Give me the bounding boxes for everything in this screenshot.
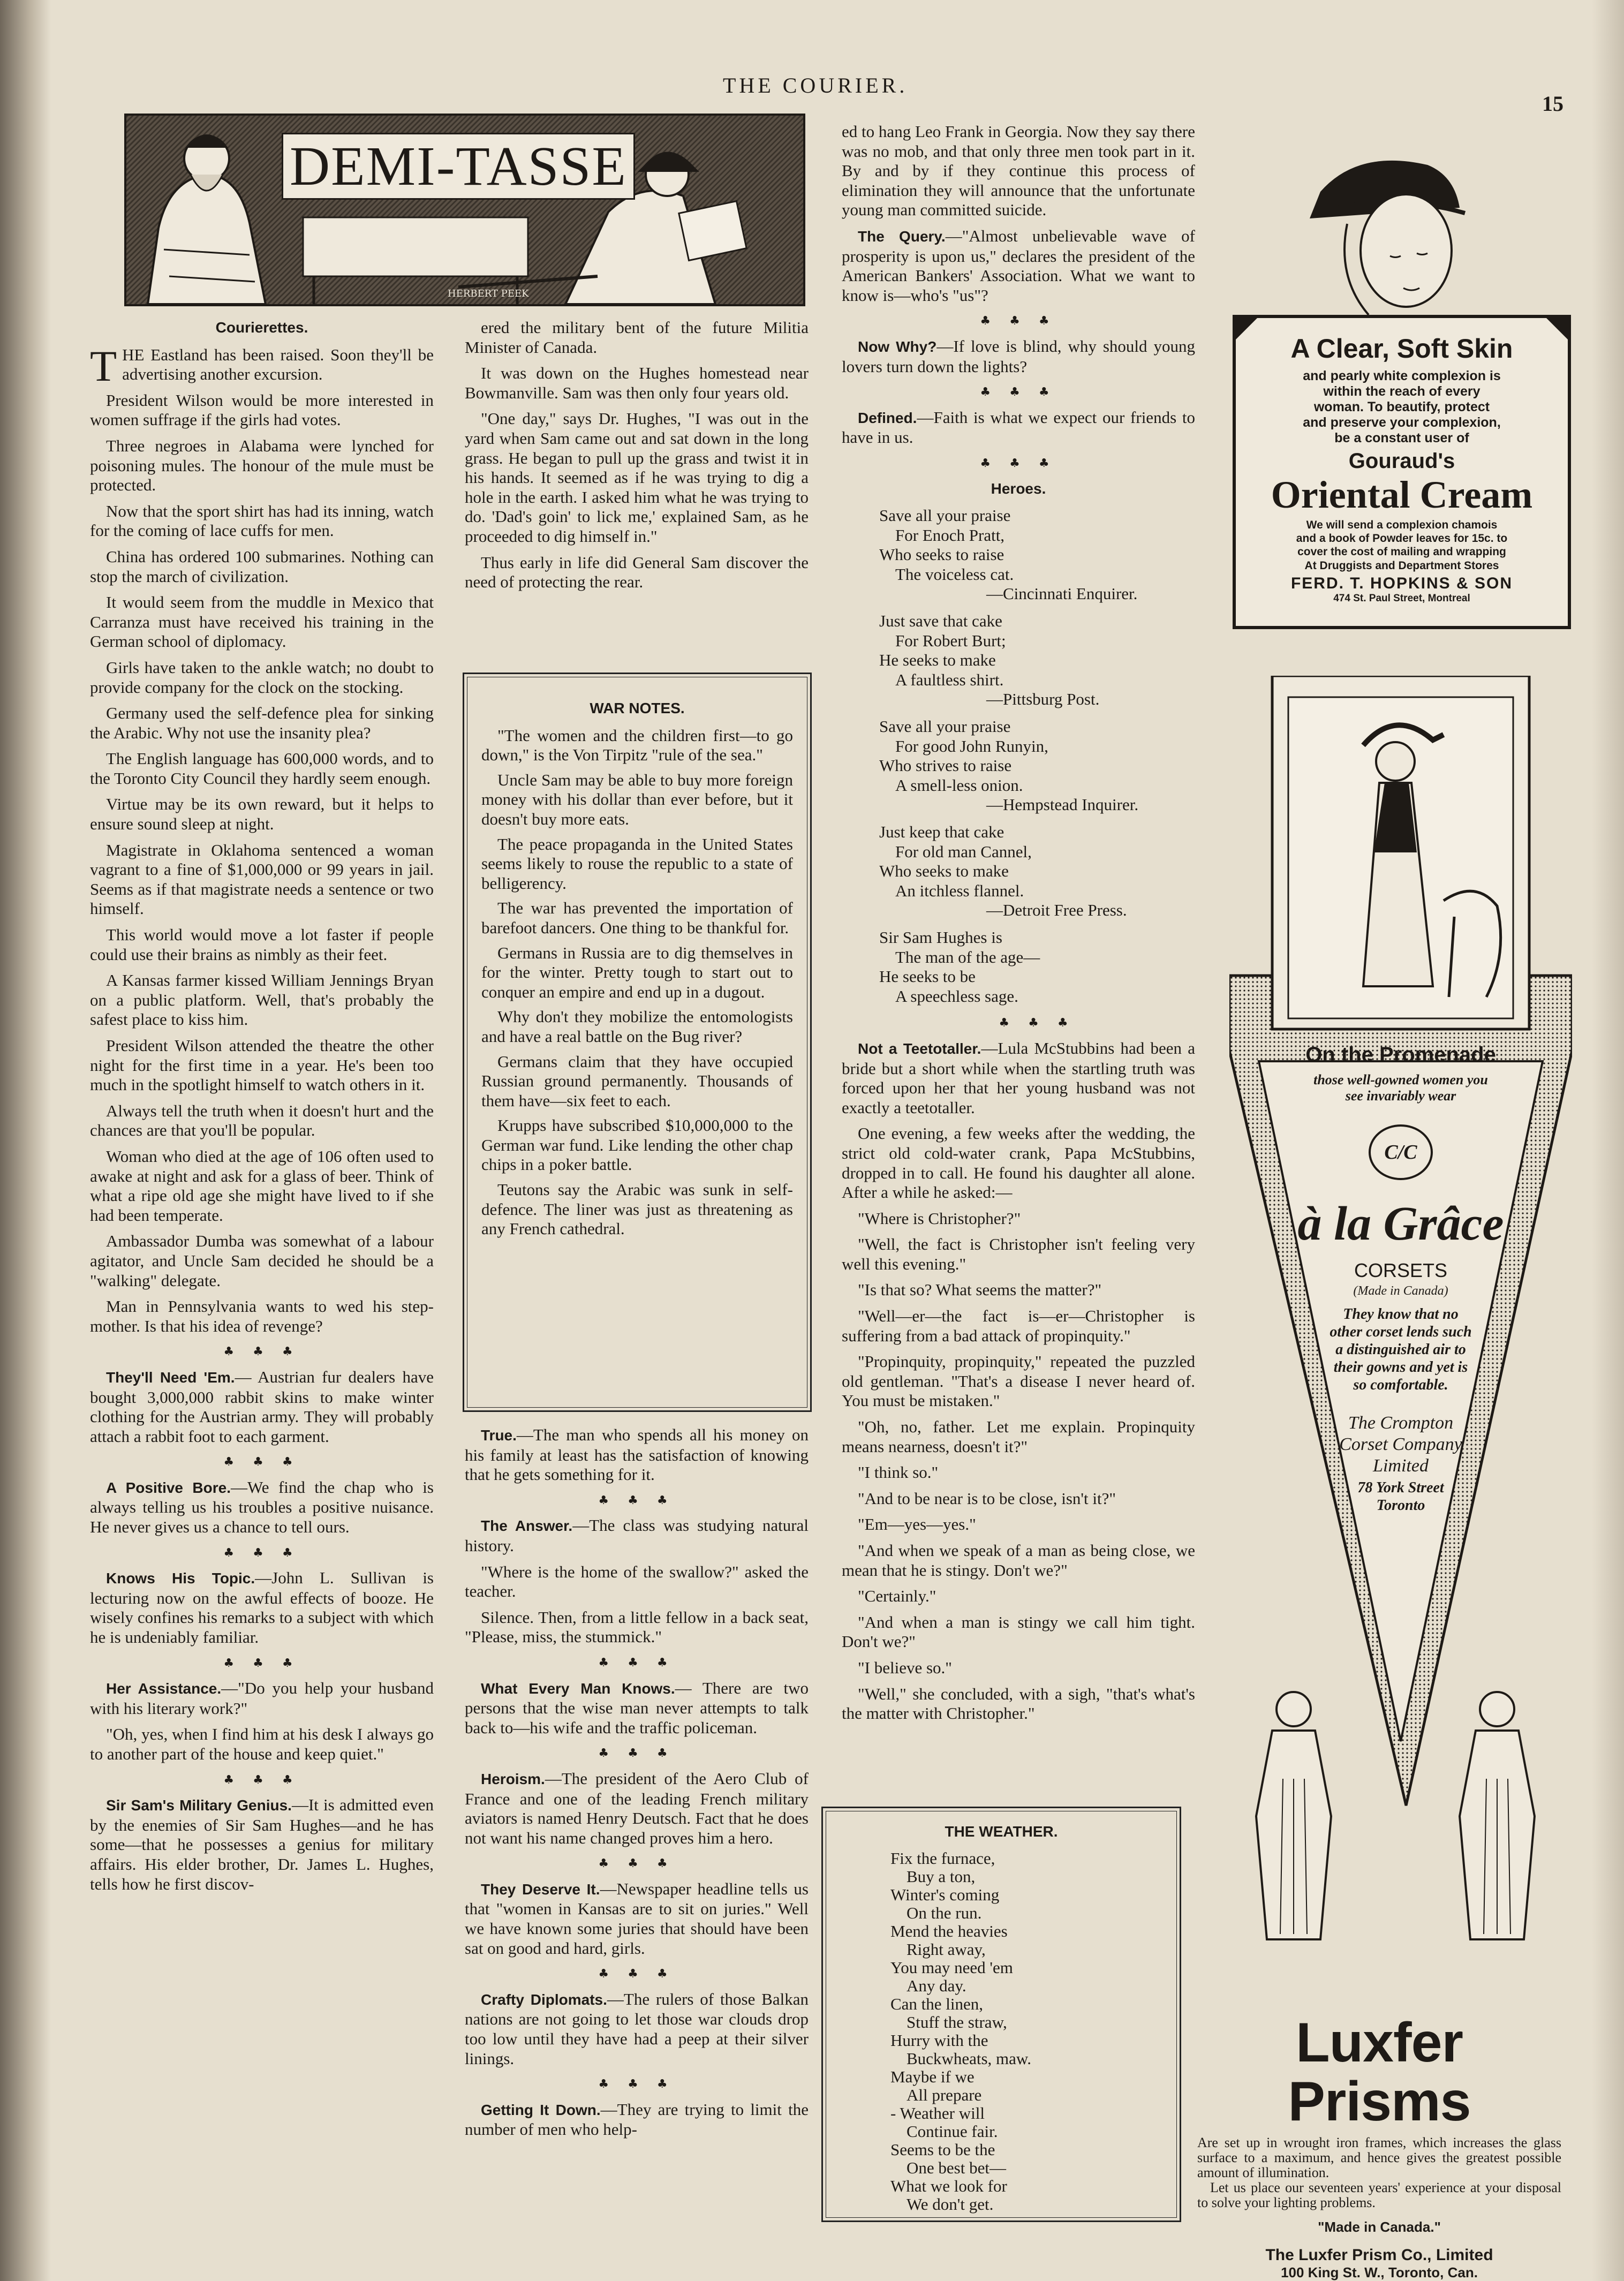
item-paragraph: [842, 1515, 1195, 1535]
item-text: —Faith is what we expect our friends to have in us.: [842, 407, 1195, 447]
item-paragraph: [842, 1280, 1195, 1300]
war-notes-title: WAR NOTES.: [590, 700, 685, 716]
paragraph: Ambassador Dumba was somewhat of a labour agitator, and Uncle Sam decided he should be a "walking" delegate.: [90, 1232, 434, 1290]
paragraph: A Kansas farmer kissed William Jennings Bryan on a public platform. Well, that's probably the safest place to kiss him.: [90, 971, 434, 1029]
item-title: A Positive Bore.: [106, 1479, 231, 1496]
item-paragraph: [90, 1368, 434, 1446]
poem-line: Can the linen,: [890, 1994, 984, 2013]
cream-stores: At Druggists and Department Stores: [1304, 560, 1499, 572]
item-text: —If love is blind, why should young lovers turn down the lights?: [842, 336, 1195, 376]
item-title: True.: [481, 1427, 517, 1444]
demi-tasse-banner: [124, 114, 805, 306]
paragraph: Krupps have subscribed $10,000,000 to the German war fund. Like lending the other chap chips in a poker battle.: [481, 1116, 793, 1174]
cream-offer: [1236, 518, 1568, 558]
text-line: be a constant user of: [1334, 430, 1469, 445]
section-ornament: ♣ ♣ ♣: [223, 1546, 300, 1560]
text-line: their gowns and yet is: [1333, 1359, 1468, 1376]
war-notes-paragraphs: [481, 726, 793, 1239]
section-ornament: ♣ ♣ ♣: [598, 1493, 675, 1507]
section-ornament: ♣ ♣ ♣: [980, 314, 1057, 328]
section-ornament: ♣ ♣ ♣: [223, 1455, 300, 1469]
item-paragraph: [90, 1725, 434, 1764]
paragraph: Now that the sport shirt has had its inning, watch for the coming of lace cuffs for men.: [90, 501, 434, 540]
heroes-title: Heroes.: [991, 480, 1046, 497]
item-paragraph: [842, 1685, 1195, 1724]
item-title: Defined.: [858, 409, 917, 426]
poem-line: Stuff the straw,: [907, 2012, 1007, 2031]
poem-line: For Robert Burt;: [895, 631, 1006, 650]
item-text: Silence. Then, from a little fellow in a back seat, "Please, miss, the stummick.": [465, 1607, 809, 1646]
column-courierettes: [90, 318, 434, 1900]
paragraph: It was down on the Hughes homestead near Bowmanville. Sam was then only four years old.: [465, 364, 809, 402]
item-text: "Where is Christopher?": [858, 1209, 1021, 1228]
item-paragraph: [90, 1478, 434, 1537]
item-paragraph: [842, 408, 1195, 448]
item-paragraph: [465, 1608, 809, 1647]
item-text: —The class was studying natural history.: [465, 1516, 809, 1555]
item-text: "Em—yes—yes.": [858, 1515, 976, 1534]
poem-line: For Enoch Pratt,: [895, 525, 1005, 545]
item-text: —"Almost unbelievable wave of prosperity is upon us," declares the president of the American Bankers' Association. What we want to know is—who's "us"?: [842, 226, 1195, 305]
luxfer-prisms-ad: [1197, 2012, 1561, 2280]
section-ornament: ♣ ♣ ♣: [999, 1016, 1076, 1030]
item-text: "And to be near is to be close, isn't it?": [858, 1489, 1116, 1508]
item-text: —The president of the Aero Club of France and one of the leading French military aviators is named Henry Deutsch. Fact that he does not want his name changed proves him a hero.: [465, 1769, 809, 1847]
paragraph: The English language has 600,000 words, and to the Toronto City Council they hardly seem enough.: [90, 749, 434, 788]
item-title: What Every Man Knows.: [481, 1680, 675, 1697]
item-text: —The man who spends all his money on his family at least has the satisfaction of knowing that he gets something for it.: [465, 1425, 809, 1484]
weather-box: [821, 1807, 1181, 2222]
poem-line: Who seeks to make: [879, 862, 1009, 881]
paragraph: Girls have taken to the ankle watch; no doubt to provide company for the clock on the stocking.: [90, 658, 434, 697]
poem-line: What we look for: [890, 2176, 1007, 2195]
text-line: woman. To beautify, protect: [1313, 399, 1490, 414]
heroes-stanza: [879, 717, 1195, 815]
text-line: and a book of Powder leaves for 15c. to: [1296, 532, 1508, 545]
item-text: —We find the chap who is always telling us his troubles a positive nuisance. He never gives us a chance to tell ours.: [90, 1477, 434, 1537]
poem-line: The voiceless cat.: [895, 564, 1014, 584]
column-three-items: [842, 226, 1195, 474]
woman-portrait-illustration: [1229, 143, 1572, 326]
paragraph: "One day," says Dr. Hughes, "I was out in the yard when Sam came out and sat down in the long grass. He began to pull up the grass and twist it in his hands. It seemed as if he was trying to dig a hole in the earth. I asked him what he was trying to do. 'Dad's goin' to lick me,' explained Sam, as he proceeded to dig himself in.": [465, 409, 809, 546]
courierettes-heading: Courierettes.: [215, 319, 308, 336]
corset-made-in-canada: (Made in Canada): [1353, 1284, 1448, 1298]
section-ornament: ♣ ♣ ♣: [980, 386, 1057, 399]
item-text: "Where is the home of the swallow?" asked the teacher.: [465, 1562, 809, 1601]
corset-company: [1288, 1413, 1513, 1477]
poem-line: For old man Cannel,: [895, 842, 1032, 861]
column-two-item-list: [465, 1425, 809, 2140]
item-text: "I think so.": [858, 1463, 939, 1482]
courierettes-items: [90, 1342, 434, 1894]
heroes-stanza: [879, 928, 1195, 1006]
paragraph: Why don't they mobilize the entomologists and have a real battle on the Bug river?: [481, 1007, 793, 1046]
item-text: "Is that so? What seems the matter?": [858, 1280, 1102, 1300]
item-text: — There are two persons that the wise man never attempts to talk back to—his wife and the traffic policeman.: [465, 1678, 809, 1737]
item-paragraph: [842, 1658, 1195, 1678]
poem-line: Who strives to raise: [879, 756, 1012, 775]
heroes-stanza: [879, 822, 1195, 920]
luxfer-made-in-canada: "Made in Canada.": [1318, 2219, 1441, 2235]
poem-line: Hurry with the: [890, 2030, 988, 2050]
banner-title: DEMI-TASSE: [282, 133, 635, 200]
poem-line: Buy a ton,: [907, 1867, 976, 1886]
paragraph: President Wilson attended the theatre the other night for the first time in a year. He's been too much in the spotlight himself to watch others in it.: [90, 1036, 434, 1094]
poem-attribution: —Cincinnati Enquirer.: [986, 584, 1138, 603]
item-paragraph: [465, 1769, 809, 1848]
paragraph: ered the military bent of the future Militia Minister of Canada.: [465, 318, 809, 357]
item-paragraph: [465, 1879, 809, 1958]
corset-monogram: C/C: [1384, 1141, 1417, 1164]
item-text: "And when we speak of a man as being close, we mean that he is stingy. Don't we?": [842, 1541, 1195, 1580]
text-line: We will send a complexion chamois: [1306, 519, 1498, 531]
poem-line: On the run.: [907, 1903, 982, 1922]
poem-line: One best bet—: [907, 2158, 1006, 2177]
item-paragraph: [465, 1990, 809, 2068]
paragraph: China has ordered 100 submarines. Nothing can stop the march of civilization.: [90, 547, 434, 586]
poem-line: A speechless sage.: [895, 986, 1018, 1006]
poem-line: Any day.: [907, 1976, 966, 1995]
poem-line: Fix the furnace,: [890, 1848, 995, 1868]
item-paragraph: [842, 1039, 1195, 1117]
paragraph: Man in Pennsylvania wants to wed his step-mother. Is that his idea of revenge?: [90, 1297, 434, 1335]
item-paragraph: [465, 1679, 809, 1738]
item-text: —Newspaper headline tells us that "women in Kansas are to sit on juries." Well we have known some juries that should have been sat on good and hard, girls.: [465, 1879, 809, 1958]
section-ornament: ♣ ♣ ♣: [598, 1857, 675, 1871]
paragraph: The war has prevented the importation of barefoot dancers. One thing to be thankful for.: [481, 898, 793, 937]
text-line: see invariably wear: [1345, 1088, 1456, 1104]
poem-line: Right away,: [907, 1939, 986, 1959]
paragraph: "The women and the children first—to go down," is the Von Tirpitz "rule of the sea.": [481, 726, 793, 765]
poem-line: Just keep that cake: [879, 822, 1004, 841]
item-text: One evening, a few weeks after the wedding, the strict old cold-water crank, Papa McStubbins, dropped in to call. He found his daughter all alone. After a while he asked:—: [842, 1124, 1195, 1202]
text-line: Limited: [1373, 1456, 1429, 1476]
item-paragraph: [465, 1562, 809, 1602]
poem-line: Just save that cake: [879, 611, 1002, 631]
heroes-stanza: [879, 611, 1195, 709]
section-ornament: ♣ ♣ ♣: [598, 1747, 675, 1761]
paragraph: Always tell the truth when it doesn't hurt and the chances are that you'll be popular.: [90, 1101, 434, 1140]
item-paragraph: [842, 337, 1195, 376]
poem-attribution: —Pittsburg Post.: [986, 690, 1100, 709]
section-ornament: ♣ ♣ ♣: [598, 1656, 675, 1670]
item-paragraph: [842, 1352, 1195, 1411]
paragraph: Virtue may be its own reward, but it helps to ensure sound sleep at night.: [90, 795, 434, 834]
item-title: Now Why?: [858, 338, 937, 355]
text-line: other corset lends such: [1330, 1324, 1472, 1340]
item-text: —Lula McStubbins had been a bride but a short while when the startling truth was forced upon her that her young husband was not exactly a teetotaller.: [842, 1038, 1195, 1117]
luxfer-body: Are set up in wrought iron frames, which increases the glass surface to a maximum, and hence gives the greatest possible amount of illumination.: [1197, 2135, 1561, 2180]
item-paragraph: [90, 1795, 434, 1894]
item-paragraph: [842, 1417, 1195, 1456]
item-text: —John L. Sullivan is lecturing now on the awful effects of booze. He wisely confines his remarks to a subject with which he is undeniably familiar.: [90, 1568, 434, 1647]
text-line: those well-gowned women you: [1313, 1072, 1488, 1087]
weather-poem: [842, 1849, 1160, 2214]
item-paragraph: [842, 1489, 1195, 1509]
item-text: "Well—er—the fact is—er—Christopher is suffering from a bad attack of propinquity.": [842, 1306, 1195, 1345]
poem-line: - Weather will: [890, 2103, 985, 2123]
poem-line: Maybe if we: [890, 2067, 975, 2086]
drop-cap: T: [90, 341, 117, 390]
text-line: a distinguished air to: [1335, 1341, 1466, 1358]
poem-line: He seeks to make: [879, 651, 996, 670]
item-paragraph: [842, 1235, 1195, 1274]
cream-brand-line1: Gouraud's: [1348, 449, 1455, 473]
luxfer-body-2: Let us place our seventeen years' experience at your disposal to solve your lighting problems.: [1197, 2180, 1561, 2210]
poem-line: Buckwheats, maw.: [907, 2049, 1032, 2068]
paragraph: Uncle Sam may be able to buy more foreign money with his dollar than ever before, but it doesn't buy more eats.: [481, 770, 793, 828]
item-title: The Answer.: [481, 1517, 573, 1535]
paragraph: Magistrate in Oklahoma sentenced a woman vagrant to a fine of $1,000,000 or 99 years in jail. Seems as if that magistrate needs a sentence or two himself.: [90, 840, 434, 918]
item-text: "Well," she concluded, with a sigh, "that's what's the matter with Christopher.": [842, 1684, 1195, 1723]
corset-body: [1288, 1305, 1513, 1394]
column-two-items: [465, 1425, 809, 2146]
poem-line: Continue fair.: [907, 2121, 998, 2141]
text-line: so comfortable.: [1353, 1377, 1448, 1393]
text-line: within the reach of every: [1323, 384, 1481, 399]
cream-address: 474 St. Paul Street, Montreal: [1333, 593, 1470, 604]
paragraph: Three negroes in Alabama were lynched for poisoning mules. The honour of the mule must be protected.: [90, 436, 434, 495]
item-text: "Oh, yes, when I find him at his desk I always go to another part of the house and keep quiet.": [90, 1725, 434, 1763]
weather-title: THE WEATHER.: [945, 1823, 1058, 1840]
item-text: — Austrian fur dealers have bought 3,000,000 rabbit skins to make winter clothing for the Austrian army. They will probably attach a rabbit foot to each garment.: [90, 1367, 434, 1446]
war-notes-box: [463, 673, 812, 1412]
paragraph: Thus early in life did General Sam discover the need of protecting the rear.: [465, 553, 809, 592]
paragraph: Teutons say the Arabic was sunk in self-defence. The liner was just as threatening as any French cathedral.: [481, 1180, 793, 1238]
item-paragraph: [90, 1568, 434, 1647]
column-three: [842, 122, 1195, 1730]
section-ornament: ♣ ♣ ♣: [223, 1656, 300, 1670]
item-title: Crafty Diplomats.: [481, 1991, 607, 2008]
item-text: "Certainly.": [858, 1587, 936, 1606]
poem-attribution: —Detroit Free Press.: [986, 901, 1127, 920]
paragraph: Germans in Russia are to dig themselves in for the winter. Pretty tough to start out to conquer an empire and end up in a dugout.: [481, 943, 793, 1001]
oriental-cream-ad: [1229, 143, 1572, 631]
poem-line: Save all your praise: [879, 506, 1011, 525]
item-paragraph: [465, 1425, 809, 1485]
heroes-stanza: [879, 506, 1195, 604]
section-ornament: ♣ ♣ ♣: [598, 1967, 675, 1981]
corset-brand: à la Grâce: [1297, 1197, 1504, 1250]
poem-line: The man of the age—: [895, 947, 1040, 966]
column-two: [465, 318, 809, 599]
text-line: and preserve your complexion,: [1303, 415, 1501, 430]
item-title: Not a Teetotaller.: [858, 1040, 981, 1057]
poem-line: Sir Sam Hughes is: [879, 927, 1002, 947]
item-title: They Deserve It.: [481, 1880, 600, 1898]
text-line: Corset Company: [1339, 1434, 1462, 1454]
text-line: They know that no: [1343, 1306, 1459, 1323]
item-text: —The rulers of those Balkan nations are not going to let those war clouds drop too low until they have had a peep at their silver linings.: [465, 1989, 809, 2068]
poem-line: Mend the heavies: [890, 1921, 1008, 1940]
item-text: —They are trying to limit the number of men who help-: [465, 2099, 809, 2139]
item-title: Heroism.: [481, 1770, 545, 1787]
leo-frank-paragraph: ed to hang Leo Frank in Georgia. Now they say there was no mob, and that only three men took part in it. By and by if they continue this process of elimination they will announce that the unfortunate young man committed suicide.: [842, 122, 1195, 220]
cream-ad-frame: [1233, 315, 1571, 629]
item-paragraph: [842, 1613, 1195, 1652]
item-title: Sir Sam's Military Genius.: [106, 1797, 292, 1814]
corset-address: [1288, 1479, 1513, 1514]
poem-line: Save all your praise: [879, 717, 1011, 736]
section-ornament: ♣ ♣ ♣: [980, 456, 1057, 470]
paragraph: Woman who died at the age of 106 often used to awake at night and ask for a glass of beer. Think of what a ripe old age she might have lived to if she had been temperate.: [90, 1146, 434, 1225]
poem-line: Seems to be the: [890, 2140, 995, 2159]
cream-brand-line2: Oriental Cream: [1271, 473, 1533, 516]
item-title: They'll Need 'Em.: [106, 1369, 235, 1386]
item-paragraph: [842, 1124, 1195, 1202]
luxfer-address: 100 King St. W., Toronto, Can.: [1281, 2264, 1478, 2280]
paragraph: Germans claim that they have occupied Russian ground permanently. Thousands of them have—six feet to each.: [481, 1052, 793, 1110]
courierettes-first-paragraph: THE Eastland has been raised. Soon they'll be advertising another excursion.: [90, 341, 434, 390]
item-paragraph: [842, 1587, 1195, 1606]
text-line: and pearly white complexion is: [1303, 368, 1501, 383]
poem-line: He seeks to be: [879, 967, 976, 986]
paragraph: Germany used the self-defence plea for sinking the Arabic. Why not use the insanity plea?: [90, 704, 434, 742]
text-line: Toronto: [1376, 1497, 1425, 1514]
luxfer-company: The Luxfer Prism Co., Limited: [1265, 2246, 1493, 2264]
heroes-poems: [842, 506, 1195, 1033]
item-title: The Query.: [858, 228, 946, 245]
poem-line: A faultless shirt.: [895, 670, 1004, 689]
poem-line: Winter's coming: [890, 1885, 1000, 1904]
item-title: Knows His Topic.: [106, 1570, 255, 1587]
item-text: "And when a man is stingy we call him tight. Don't we?": [842, 1612, 1195, 1651]
section-ornament: ♣ ♣ ♣: [223, 1773, 300, 1787]
page-number: 15: [1542, 92, 1563, 116]
item-paragraph: [842, 1306, 1195, 1346]
paragraph: This world would move a lot faster if people could use their brains as nimbly as their feet.: [90, 925, 434, 964]
section-ornament: ♣ ♣ ♣: [598, 2078, 675, 2091]
item-paragraph: [465, 2100, 809, 2140]
poem-line: Who seeks to raise: [879, 545, 1004, 564]
a-la-grace-corset-ad: [1229, 676, 1572, 1961]
item-paragraph: [842, 1541, 1195, 1580]
item-paragraph: [842, 1463, 1195, 1483]
item-paragraph: [842, 1209, 1195, 1229]
item-text: "Well, the fact is Christopher isn't feeling very well this evening.": [842, 1235, 1195, 1273]
text-line: 78 York Street: [1357, 1479, 1444, 1496]
sam-hughes-continuation: [465, 318, 809, 592]
teetotaller-story: [842, 1039, 1195, 1724]
corset-headline: On the Promenade: [1305, 1043, 1496, 1067]
poem-attribution: —Hempstead Inquirer.: [986, 795, 1139, 814]
poem-line: All prepare: [907, 2085, 982, 2104]
paragraph: The peace propaganda in the United States seems likely to rouse the republic to a state of belligerency.: [481, 834, 793, 893]
poem-line: A smell-less onion.: [895, 775, 1023, 795]
luxfer-headline: Luxfer Prisms: [1288, 2012, 1471, 2133]
item-text: "Oh, no, father. Let me explain. Propinquity means nearness, doesn't it?": [842, 1417, 1195, 1456]
banner-signature: HERBERT PEEK: [448, 288, 529, 299]
paragraph: It would seem from the muddle in Mexico that Carranza must have received his training in the German school of diplomacy.: [90, 593, 434, 651]
text-line: cover the cost of mailing and wrapping: [1297, 546, 1506, 558]
corset-product: CORSETS: [1354, 1259, 1448, 1281]
cream-company: FERD. T. HOPKINS & SON: [1290, 575, 1513, 592]
item-paragraph: [90, 1679, 434, 1718]
item-text: —It is admitted even by the enemies of Sir Sam Hughes—and he has some—that he possesses a genius for military affairs. His elder brother, Dr. James L. Hughes, tells how he first discov-: [90, 1795, 434, 1893]
item-paragraph: [842, 226, 1195, 305]
poem-line: For good John Runyin,: [895, 736, 1048, 756]
poem-line: You may need 'em: [890, 1958, 1013, 1977]
item-title: Her Assistance.: [106, 1680, 222, 1697]
courierettes-paragraphs: [90, 391, 434, 1336]
cream-headline: A Clear, Soft Skin: [1290, 334, 1513, 364]
section-ornament: ♣ ♣ ♣: [223, 1345, 300, 1359]
text-line: The Crompton: [1348, 1413, 1454, 1433]
item-text: "I believe so.": [858, 1658, 952, 1677]
item-text: —"Do you help your husband with his literary work?": [90, 1679, 434, 1718]
item-text: "Propinquity, propinquity," repeated the puzzled old gentleman. "That's a disease I never heard of. You must be mistaken.": [842, 1352, 1195, 1410]
paragraph: President Wilson would be more interested in women suffrage if the girls had votes.: [90, 390, 434, 429]
item-paragraph: [465, 1516, 809, 1555]
item-title: Getting It Down.: [481, 2101, 601, 2118]
corset-tagline: [1262, 1072, 1540, 1104]
poem-line: We don't get.: [907, 2194, 994, 2214]
cream-body: [1236, 368, 1568, 446]
page-edge-shadow: [1592, 0, 1624, 2281]
running-title: THE COURIER.: [723, 73, 908, 97]
page-gutter-shadow: [0, 0, 51, 2281]
poem-line: An itchless flannel.: [895, 881, 1024, 900]
